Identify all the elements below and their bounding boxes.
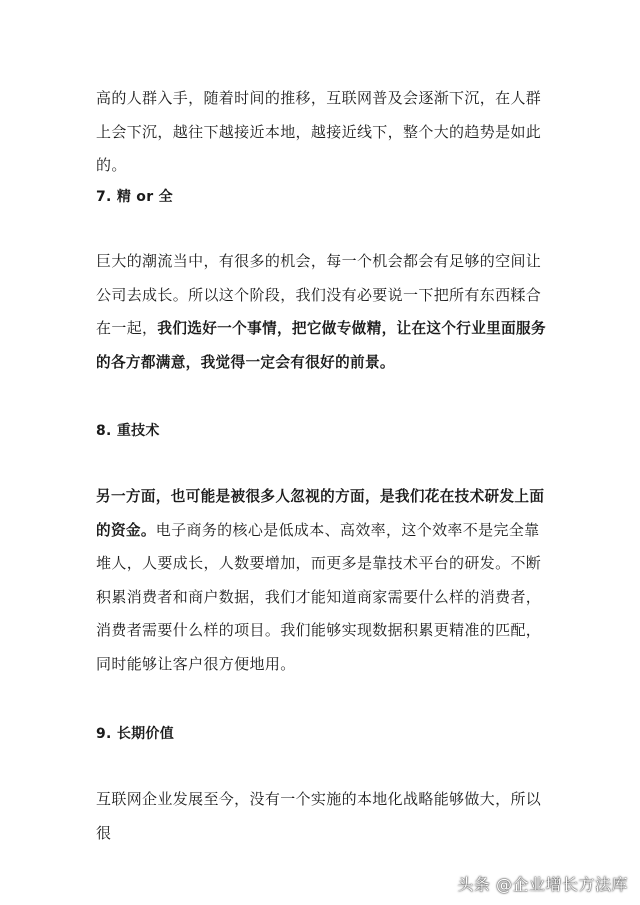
section-7-paragraph xyxy=(96,245,548,379)
section-7-plain-text: 巨大的潮流当中，有很多的机会，每一个机会都会有足够的空间让公司去成长。所以这个阶段，我们没有必要说一下把所有东西糅合在一起， xyxy=(96,252,542,337)
section-7-heading: 7. 精 or 全 xyxy=(96,189,173,205)
section-8-heading: 8. 重技术 xyxy=(96,423,160,439)
section-8-bold-text: 另一方面，也可能是被很多人忽视的方面，是我们花在技术研发上面的资金。 xyxy=(96,488,545,539)
section-8-paragraph xyxy=(96,480,548,681)
section-9-paragraph xyxy=(96,783,548,850)
section-7-bold-text: 我们选好一个事情，把它做专做精，让在这个行业里面服务的各方都满意，我觉得一定会有很好的前景。 xyxy=(96,320,546,371)
paragraph-intro xyxy=(96,82,548,183)
section-9-plain-text: 互联网企业发展至今，没有一个实施的本地化战略能够做大，所以很 xyxy=(96,790,542,842)
watermark-label: 头条 @企业增长方法库 xyxy=(457,875,628,894)
section-9-heading: 9. 长期价值 xyxy=(96,726,175,742)
paragraph-intro-text: 高的人群入手，随着时间的推移，互联网普及会逐渐下沉，在人群上会下沉，越往下越接近本地，越接近线下，整个大的趋势是如此的。 xyxy=(96,89,542,174)
section-8-plain-text: 电子商务的核心是低成本、高效率，这个效率不是完全靠堆人，人要成长，人数要增加，而更多是靠技术平台的研发。不断积累消费者和商户数据，我们才能知道商家需要什么样的消费者，消费者需要什么样的项目。我们能够实现数据积累更精准的匹配，同时能够让客户很方便地用。 xyxy=(96,520,542,673)
